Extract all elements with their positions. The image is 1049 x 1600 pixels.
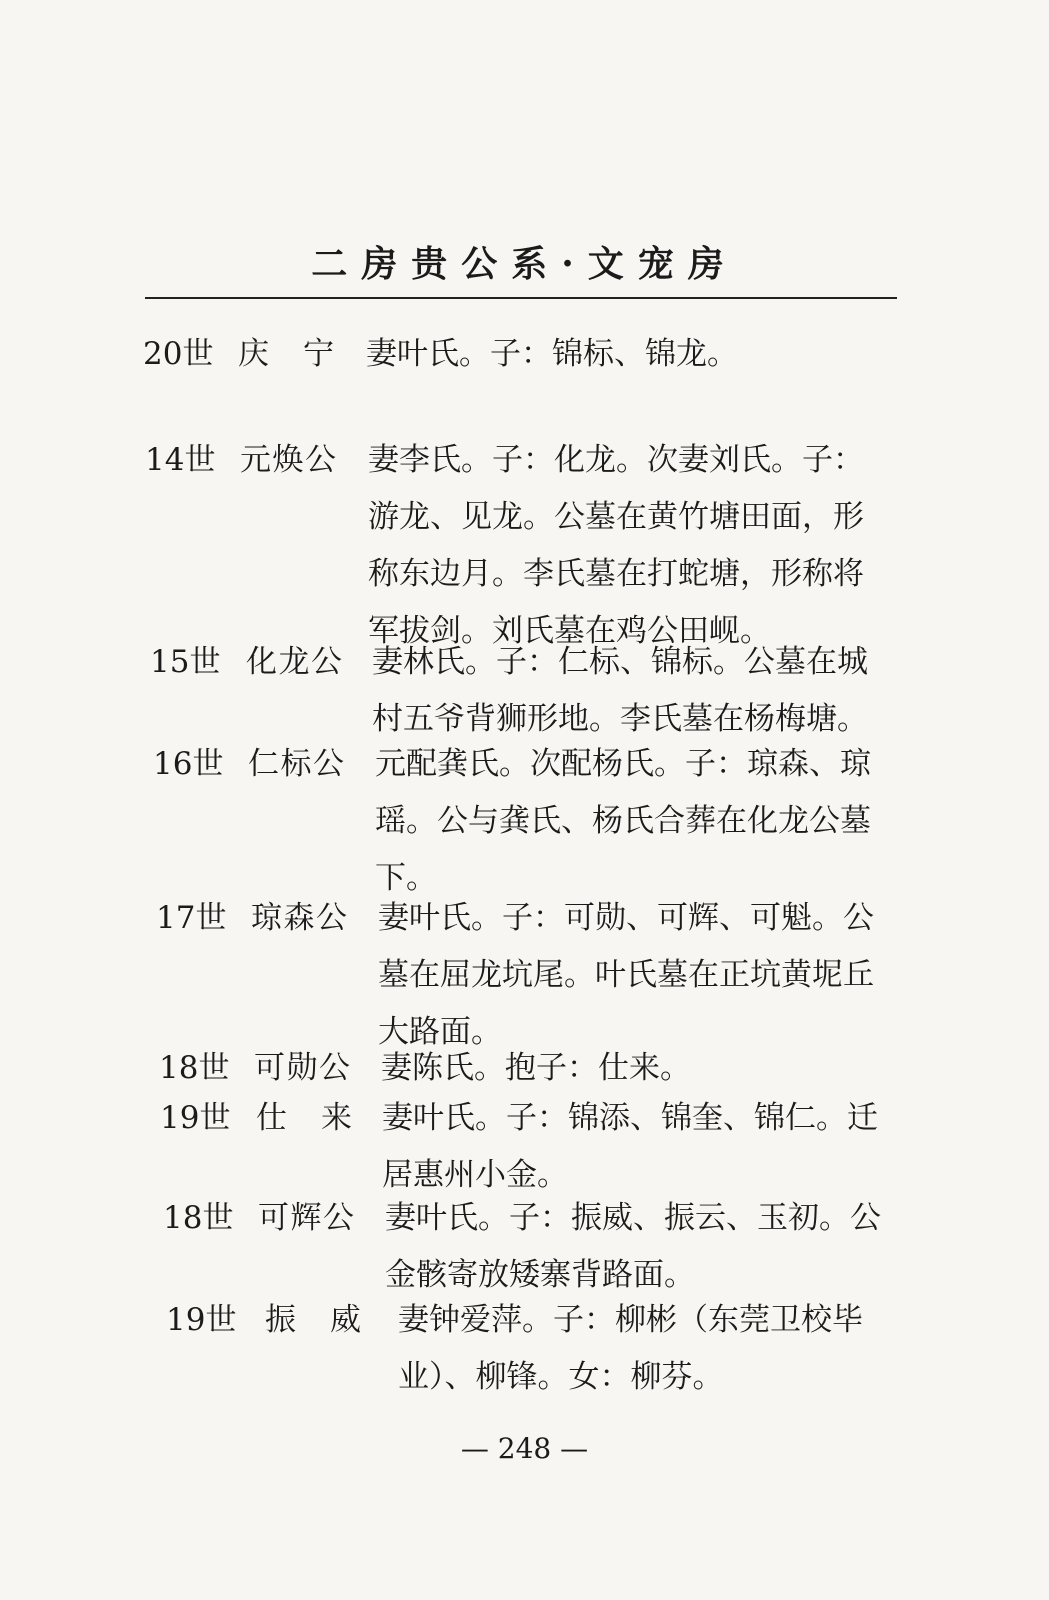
generation-label: 16世 bbox=[153, 746, 224, 782]
entry-text: 妻叶氏。子：锦添、锦奎、锦仁。迁居惠州小金。 bbox=[382, 1100, 878, 1193]
entry-text: 妻林氏。子：仁标、锦标。公墓在城村五爷背狮形地。李氏墓在杨梅塘。 bbox=[372, 644, 868, 737]
generation-label: 15世 bbox=[150, 644, 221, 680]
entry-text: 妻陈氏。抱子：仕来。 bbox=[381, 1050, 691, 1086]
person-name: 庆 宁 bbox=[238, 336, 334, 372]
generation-label: 18世 bbox=[163, 1200, 234, 1236]
generation-label: 17世 bbox=[156, 900, 227, 936]
header-divider bbox=[145, 297, 897, 299]
generation-label: 19世 bbox=[166, 1302, 237, 1338]
page-number: — 248 — bbox=[460, 1432, 589, 1465]
generation-label: 14世 bbox=[145, 442, 216, 478]
person-name: 振 威 bbox=[265, 1302, 361, 1338]
entry-text: 妻叶氏。子：可勋、可辉、可魁。公墓在屈龙坑尾。叶氏墓在正坑黄坭丘大路面。 bbox=[378, 900, 874, 1050]
person-name: 化龙公 bbox=[246, 644, 342, 680]
entry-text: 妻叶氏。子：振威、振云、玉初。公金骸寄放矮寨背路面。 bbox=[385, 1200, 881, 1293]
generation-label: 20世 bbox=[143, 336, 214, 372]
person-name: 元焕公 bbox=[240, 442, 336, 478]
person-name: 可勋公 bbox=[254, 1050, 350, 1086]
generation-label: 18世 bbox=[159, 1050, 230, 1086]
entry-text: 妻叶氏。子：锦标、锦龙。 bbox=[366, 336, 738, 372]
entry-text: 妻钟爱萍。子：柳彬（东莞卫校毕业）、柳锋。女：柳芬。 bbox=[398, 1302, 863, 1395]
person-name: 仕 来 bbox=[256, 1100, 352, 1136]
person-name: 可辉公 bbox=[258, 1200, 354, 1236]
entry-text: 妻李氏。子：化龙。次妻刘氏。子：游龙、见龙。公墓在黄竹塘田面，形称东边月。李氏墓在打蛇塘，形称将军拔剑。刘氏墓在鸡公田岘。 bbox=[368, 442, 864, 649]
person-name: 琼森公 bbox=[251, 900, 347, 936]
generation-label: 19世 bbox=[160, 1100, 231, 1136]
person-name: 仁标公 bbox=[248, 746, 344, 782]
entry-text: 元配龚氏。次配杨氏。子：琼森、琼瑶。公与龚氏、杨氏合葬在化龙公墓下。 bbox=[375, 746, 871, 896]
page-header-title: 二房贵公系·文宠房 bbox=[311, 243, 738, 285]
